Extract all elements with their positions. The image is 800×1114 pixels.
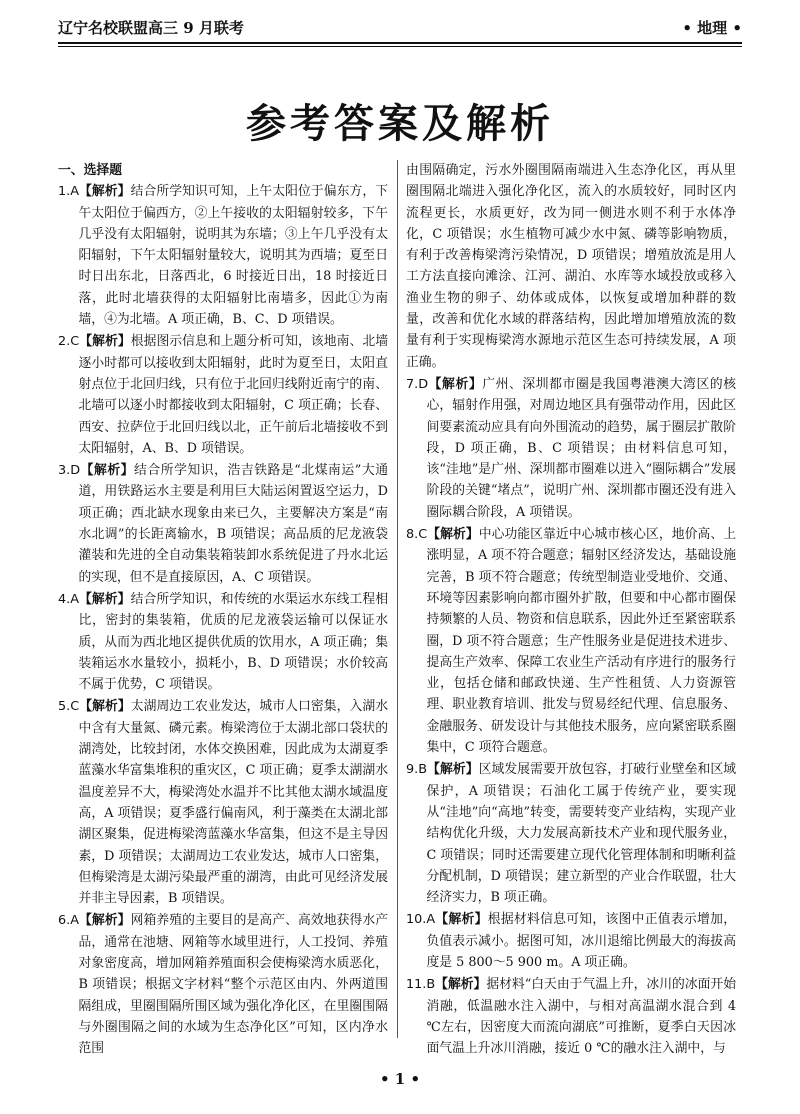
right-answer-list <box>406 160 736 1059</box>
answer-item <box>406 759 736 908</box>
answer-item <box>58 331 388 459</box>
answer-number: 11.B <box>406 977 436 993</box>
page-number: • 1 • <box>379 1070 421 1088</box>
answer-text: 结合所学知识可知，上午太阳位于偏东方，下午太阳位于偏西方，②上午接收的太阳辐射较多，下午几乎没有太阳辐射，说明其为东墙；③上午几乎没有太阳辐射，下午太阳辐射量较大，说明其为西墙；夏至日时日出东北，日落西北，6 时接近日出，18 时接近日落，此时北墙获得的太阳辐射比南墙多，因此①为南墙，④为北墙。A 项正确，B、C、D 项错误。 <box>78 184 389 328</box>
analysis-tag: 【解析】 <box>427 762 479 778</box>
analysis-tag: 【解析】 <box>78 913 131 929</box>
section-heading: 一、选择题 <box>58 163 122 178</box>
left-column <box>58 160 388 1060</box>
answer-item <box>58 460 388 588</box>
left-answer-list <box>58 181 388 1059</box>
page-title: 参考答案及解析 <box>246 101 554 147</box>
answer-item <box>406 524 736 758</box>
answer-item <box>406 909 736 973</box>
answer-text: 根据图示信息和上题分析可知，该地南、北墙逐小时都可以接收到太阳辐射，此时为夏至日，太阳直射点位于北回归线，只有位于北回归线附近南宁的南、北墙可以逐小时都接收到太阳辐射，C 项正确；长春、西安、拉萨位于北回归线以北，正午前后北墙接收不到太阳辐射，A、B、D 项错误。 <box>78 334 389 456</box>
answer-text: 据材料“白天由于气温上升，冰川的冰面开始消融，低温融水注入湖中，与相对高温湖水混合到 4 ℃左右，因密度大而流向湖底”可推断，夏季白天因冰面气温上升冰川消融，接近 0 ℃的融水注入湖中，与 <box>426 977 737 1057</box>
column-divider <box>397 160 398 1038</box>
answer-text: 由围隔确定，污水外圈围隔南端进入生态净化区，再从里圈围隔北端进入强化净化区，流入的水质较好，同时区内流程更长，水质更好，改为同一侧进水则不利于水体净化，C 项错误；水生植物可减少水中氮、磷等影响物质，有利于改善梅梁湾污染情况，D 项错误；增殖放流是用人工方法直接向滩涂、江河、湖泊、水库等水域投放或移入渔业生物的卵子、幼体或成体，以恢复或增加种群的数量，改善和优化水域的群落结构，因此增加增殖放流的数量有利于实现梅梁湾水源地示范区生态可持续发展，A 项正确。 <box>406 163 736 370</box>
answer-number: 7.D <box>406 376 429 392</box>
answer-text: 结合所学知识，和传统的水渠运水东线工程相比，密封的集装箱，优质的尼龙液袋运输可以保证水质，从而为西北地区提供优质的饮用水，A 项正确；集装箱运水水量较小，损耗小，B、D 项错误；水价较高不属于优势，C 项错误。 <box>78 591 389 693</box>
analysis-tag: 【解析】 <box>435 977 487 993</box>
answer-number: 6.A <box>58 913 79 929</box>
answer-item <box>406 374 736 523</box>
header-subject: • 地理 • <box>682 18 742 37</box>
answer-item <box>58 181 388 330</box>
answer-number: 8.C <box>406 527 428 543</box>
answer-number: 5.C <box>58 699 80 715</box>
right-column <box>406 160 736 1060</box>
answer-text: 根据材料信息可知，该图中正值表示增加，负值表示减小。据图可知，冰川退缩比例最大的海拔高度是 5 800～5 900 m。A 项正确。 <box>426 912 737 970</box>
analysis-tag: 【解析】 <box>80 463 135 479</box>
header-rule-thick <box>58 42 742 44</box>
answer-text: 区域发展需要开放包容，打破行业壁垒和区域保护，A 项错误；石油化工属于传统产业，要实现从“洼地”向“高地”转变，需要转变产业结构，实现产业结构优化升级，大力发展高新技术产业和现代服务业，C 项错误；同时还需要建立现代化管理体制和明晰利益分配机制，D 项错误；建立新型的产业合作联盟，壮大经济实力，B 项正确。 <box>426 762 736 906</box>
answer-text: 结合所学知识，浩吉铁路是“北煤南运”大通道，用铁路运水主要是利用巨大陆运闲置返空运力，D 项正确；西北缺水现象由来已久，主要解决方案是“南水北调”的长距离输水，B 项错误；高品质的尼龙液袋灌装和先进的全自动集装箱装卸水系统促进了丹水北运的实现，但不是直接原因，A、C 项错误。 <box>78 463 389 585</box>
analysis-tag: 【解析】 <box>428 376 483 392</box>
running-header <box>58 14 742 40</box>
answer-text: 太湖周边工农业发达，城市人口密集，入湖水中含有大量氮、磷元素。梅梁湾位于太湖北部口袋状的湖湾处，比较封闭，水体交换困难，因此成为太湖夏季蓝藻水华富集堆积的重灾区，C 项正确；夏季太湖湖水温度差异不大，梅梁湾处水温并不比其他太湖水域温度高，A 项错误；夏季盛行偏南风，利于藻类在太湖北部湖区聚集，促进梅梁湾蓝藻水华富集，但这不是主导因素，D 项错误；太湖周边工农业发达，城市人口密集，但梅梁湾是太湖污染最严重的湖湾，由此可见经济发展并非主导因素，B 项错误。 <box>78 699 389 907</box>
analysis-tag: 【解析】 <box>435 912 488 928</box>
answer-text: 中心功能区靠近中心城市核心区，地价高、上涨明显，A 项不符合题意；辐射区经济发达，基础设施完善，B 项不符合题意；传统型制造业受地价、交通、环境等因素影响向都市圈外扩散，但要和中心都市圈保持频繁的人员、物资和信息联系，因此外迁至紧密联系圈，D 项不符合题意；生产性服务业是促进技术进步、提高生产效率、保障工农业生产活动有序进行的服务行业，包括仓储和邮政快递、生产性租赁、人力资源管理、职业教育培训、批发与贸易经纪代理、信息服务、金融服务、研发设计与其他技术服务，应向紧密联系圈集中，C 项符合题意。 <box>426 527 737 756</box>
answer-item <box>406 974 736 1059</box>
answer-number: 3.D <box>58 463 81 479</box>
answer-item <box>58 910 388 1059</box>
answer-number: 4.A <box>58 591 79 607</box>
answer-number: 1.A <box>58 184 79 200</box>
answer-text: 广州、深圳都市圈是我国粤港澳大湾区的核心，辐射作用强，对周边地区具有强带动作用，因此区间要素流动应具有向外围流动的趋势，属于圈层扩散阶段，D 项正确，B、C 项错误；由材料信息可知，该“洼地”是广州、深圳都市圈难以进入“圈际耦合”发展阶段的关键“堵点”，说明广州、深圳都市圈还没有进入圈际耦合阶段，A 项错误。 <box>426 376 737 520</box>
header-rule-thin <box>58 46 742 47</box>
header-exam-title: 辽宁名校联盟高三 9 月联考 <box>58 18 244 37</box>
answer-item <box>406 160 736 373</box>
analysis-tag: 【解析】 <box>79 334 131 350</box>
analysis-tag: 【解析】 <box>78 184 131 200</box>
answer-item <box>58 589 388 695</box>
answer-number: 2.C <box>58 334 80 350</box>
answer-item <box>58 696 388 909</box>
answer-number: 9.B <box>406 762 427 778</box>
analysis-tag: 【解析】 <box>427 527 479 543</box>
answer-number: 10.A <box>406 912 436 928</box>
answer-text: 网箱养殖的主要目的是高产、高效地获得水产品，通常在池塘、网箱等水域里进行，人工投饲、养殖对象密度高，增加网箱养殖面积会使梅梁湾水质恶化，B 项错误；根据文字材料“整个示范区由内、外两道围隔组成，里圈围隔所围区域为强化净化区，在里圈围隔与外圈围隔之间的水域为生态净化区”可知，区内净水范围 <box>78 913 389 1057</box>
analysis-tag: 【解析】 <box>78 591 131 607</box>
analysis-tag: 【解析】 <box>79 699 131 715</box>
